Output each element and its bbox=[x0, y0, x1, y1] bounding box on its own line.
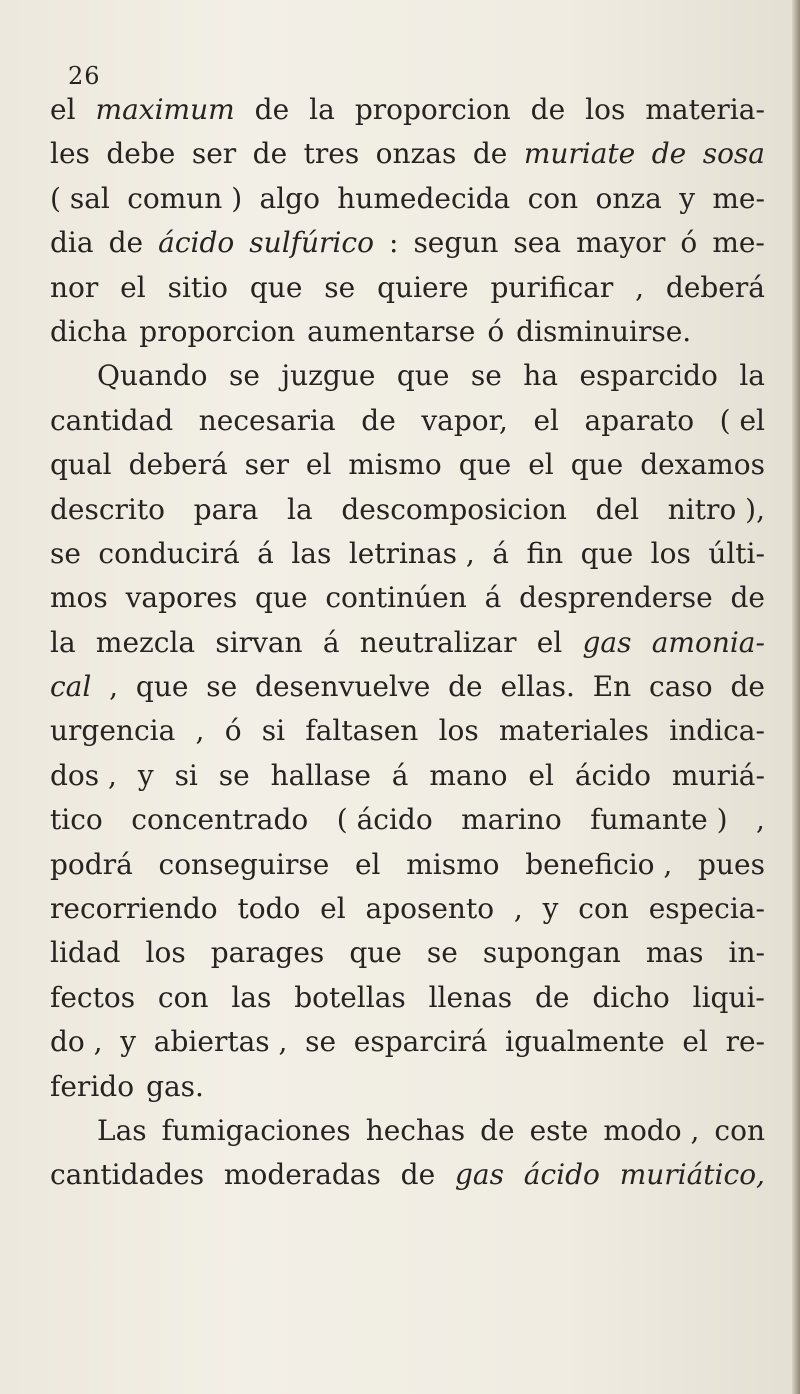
italic-word: amonia- bbox=[651, 625, 765, 659]
word: descrito bbox=[50, 492, 165, 526]
word: de bbox=[480, 1113, 515, 1147]
word: sitio bbox=[167, 270, 228, 304]
word: , bbox=[756, 803, 765, 837]
word: el bbox=[528, 758, 554, 792]
word: á bbox=[322, 625, 340, 659]
text-line bbox=[50, 754, 765, 798]
word: la bbox=[287, 492, 313, 526]
word: la bbox=[739, 359, 765, 393]
word: necesaria bbox=[198, 403, 336, 437]
word: mas bbox=[645, 936, 704, 970]
text-line bbox=[50, 843, 765, 887]
word: aumentarse bbox=[307, 314, 476, 348]
word: mayor bbox=[576, 226, 666, 260]
word: ó bbox=[680, 226, 698, 260]
word: se bbox=[470, 359, 502, 393]
word: sea bbox=[513, 226, 562, 260]
word: con bbox=[578, 892, 629, 926]
word: lidad bbox=[50, 936, 121, 970]
word: ó bbox=[487, 314, 505, 348]
word: llenas bbox=[428, 980, 513, 1014]
word: que bbox=[249, 270, 303, 304]
word: para bbox=[193, 492, 259, 526]
word: moderadas bbox=[223, 1158, 381, 1192]
text-line bbox=[50, 665, 765, 709]
word: con bbox=[714, 1113, 765, 1147]
italic-word: gas bbox=[582, 625, 632, 659]
word: tico bbox=[50, 803, 103, 837]
word: indica- bbox=[669, 714, 765, 748]
word: y bbox=[679, 181, 696, 215]
word: segun bbox=[413, 226, 499, 260]
word: nitro ), bbox=[667, 492, 765, 526]
word: debe bbox=[106, 137, 176, 171]
word: : bbox=[388, 226, 399, 260]
word: materia- bbox=[645, 93, 765, 126]
word: igualmente bbox=[505, 1025, 665, 1059]
word: dexamos bbox=[640, 448, 765, 482]
word: modo , bbox=[603, 1113, 700, 1147]
word: me- bbox=[712, 226, 765, 260]
word: letrinas , bbox=[348, 536, 475, 570]
word: liqui- bbox=[692, 980, 765, 1014]
word: que bbox=[396, 359, 450, 393]
text-line bbox=[50, 532, 765, 576]
text-line bbox=[50, 310, 765, 354]
word: in- bbox=[728, 936, 765, 970]
text-line bbox=[50, 488, 765, 532]
text-line bbox=[50, 887, 765, 931]
word: de bbox=[730, 581, 765, 615]
word: cantidad bbox=[50, 403, 174, 437]
page-edge-shadow bbox=[792, 0, 800, 1394]
word: con bbox=[527, 181, 579, 215]
word: Las bbox=[97, 1113, 147, 1147]
word: aposento bbox=[365, 892, 495, 926]
word: abiertas , bbox=[153, 1025, 288, 1059]
word: los bbox=[650, 536, 691, 570]
word: proporcion bbox=[354, 93, 511, 126]
word: ha bbox=[523, 359, 559, 393]
word: dia bbox=[50, 226, 94, 260]
word: de bbox=[448, 670, 483, 704]
word: las bbox=[231, 980, 272, 1014]
word: me- bbox=[712, 181, 765, 215]
word: deberá bbox=[665, 270, 765, 304]
word: re- bbox=[725, 1025, 765, 1059]
italic-word: sulfúrico bbox=[249, 226, 374, 260]
word: el bbox=[305, 448, 332, 482]
word: y bbox=[542, 892, 559, 926]
word: vapores bbox=[125, 581, 238, 615]
word: , bbox=[109, 670, 119, 704]
text-line bbox=[50, 177, 765, 221]
word: fin bbox=[526, 536, 564, 570]
word: comun ) bbox=[127, 181, 243, 215]
word: muriá- bbox=[671, 758, 765, 792]
text-line bbox=[50, 1065, 765, 1109]
word: se bbox=[206, 670, 238, 704]
word: de bbox=[530, 93, 566, 126]
word: las bbox=[291, 536, 332, 570]
word: se bbox=[218, 758, 250, 792]
word: , bbox=[195, 714, 205, 748]
word: humedecida bbox=[337, 181, 511, 215]
italic-word: ácido bbox=[158, 226, 235, 260]
word: que bbox=[349, 936, 402, 970]
word: el bbox=[536, 625, 563, 659]
word: el bbox=[120, 270, 146, 304]
text-line bbox=[50, 798, 765, 842]
word: ( ácido bbox=[336, 803, 433, 837]
word: mezcla bbox=[95, 625, 196, 659]
word: que bbox=[135, 670, 189, 704]
word: pues bbox=[698, 847, 765, 881]
word: caso bbox=[649, 670, 713, 704]
text-line bbox=[50, 1153, 765, 1197]
word: continúen bbox=[325, 581, 467, 615]
text-line bbox=[50, 1020, 765, 1064]
italic-word: maximum bbox=[95, 93, 235, 126]
word: nor bbox=[50, 270, 99, 304]
word: de bbox=[472, 137, 508, 171]
word: ferido bbox=[50, 1069, 135, 1103]
word: concentrado bbox=[131, 803, 309, 837]
word: el bbox=[320, 892, 346, 926]
word: el bbox=[682, 1025, 708, 1059]
word: con bbox=[157, 980, 209, 1014]
word: y bbox=[137, 758, 154, 792]
word: la bbox=[50, 625, 76, 659]
body-text bbox=[50, 88, 765, 1198]
word: mano bbox=[429, 758, 508, 792]
word: los bbox=[438, 714, 479, 748]
word: de bbox=[400, 1158, 436, 1192]
word: marino bbox=[461, 803, 562, 837]
word: botellas bbox=[294, 980, 406, 1014]
word: se bbox=[324, 270, 356, 304]
word: de bbox=[535, 980, 570, 1014]
word: y bbox=[120, 1025, 137, 1059]
word: ( sal bbox=[50, 181, 110, 215]
word: de bbox=[361, 403, 396, 437]
word: ser bbox=[191, 137, 237, 171]
word: á bbox=[484, 581, 502, 615]
word: el bbox=[50, 93, 76, 126]
word: si bbox=[261, 714, 286, 748]
text-line bbox=[50, 88, 765, 132]
word: el bbox=[528, 448, 554, 482]
text-line bbox=[50, 354, 765, 398]
page-number: 26 bbox=[68, 62, 101, 90]
word: hechas bbox=[365, 1113, 466, 1147]
word: , bbox=[513, 892, 523, 926]
word: de bbox=[254, 93, 290, 126]
italic-word: sosa bbox=[702, 137, 765, 171]
italic-word: cal bbox=[50, 670, 92, 704]
word: desenvuelve bbox=[255, 670, 431, 704]
word: conducirá bbox=[98, 536, 240, 570]
word: onzas bbox=[375, 137, 457, 171]
word: que bbox=[458, 448, 512, 482]
word: si bbox=[174, 758, 198, 792]
word: se bbox=[228, 359, 260, 393]
text-line bbox=[50, 709, 765, 753]
word: del bbox=[595, 492, 640, 526]
italic-word: ácido bbox=[523, 1158, 600, 1192]
word: á bbox=[257, 536, 274, 570]
word: purificar bbox=[490, 270, 614, 304]
word: ( el bbox=[719, 403, 765, 437]
word: se bbox=[305, 1025, 337, 1059]
word: que bbox=[580, 536, 634, 570]
word: que bbox=[255, 581, 308, 615]
word: se bbox=[50, 536, 81, 570]
word: , bbox=[635, 270, 644, 304]
word: esparcido bbox=[579, 359, 718, 393]
word: á bbox=[492, 536, 509, 570]
word: todo bbox=[237, 892, 301, 926]
text-line bbox=[50, 976, 765, 1020]
italic-word: muriático, bbox=[619, 1158, 765, 1192]
text-line bbox=[50, 221, 765, 265]
word: conseguirse bbox=[158, 847, 330, 881]
word: la bbox=[309, 93, 335, 126]
word: mismo bbox=[348, 448, 442, 482]
word: hallase bbox=[270, 758, 371, 792]
word: do , bbox=[50, 1025, 103, 1059]
word: cantidades bbox=[50, 1158, 205, 1192]
word: los bbox=[145, 936, 186, 970]
word: ser bbox=[244, 448, 289, 482]
word: mos bbox=[50, 581, 108, 615]
word: juzgue bbox=[281, 359, 376, 393]
word: quiere bbox=[377, 270, 469, 304]
word: dicha bbox=[50, 314, 128, 348]
text-line bbox=[50, 399, 765, 443]
word: onza bbox=[595, 181, 662, 215]
word: aparato bbox=[584, 403, 695, 437]
word: proporcion bbox=[139, 314, 296, 348]
word: ó bbox=[224, 714, 242, 748]
word: urgencia bbox=[50, 714, 176, 748]
italic-word: de bbox=[651, 137, 687, 171]
italic-word: gas bbox=[454, 1158, 504, 1192]
word: qual bbox=[50, 448, 112, 482]
word: se bbox=[426, 936, 458, 970]
word: beneficio , bbox=[525, 847, 673, 881]
word: mismo bbox=[406, 847, 500, 881]
word: tres bbox=[303, 137, 360, 171]
word: algo bbox=[259, 181, 320, 215]
word: este bbox=[529, 1113, 589, 1147]
word: podrá bbox=[50, 847, 133, 881]
word: parages bbox=[210, 936, 325, 970]
text-line bbox=[50, 621, 765, 665]
word: faltasen bbox=[305, 714, 419, 748]
word: fectos bbox=[50, 980, 136, 1014]
text-line bbox=[50, 132, 765, 176]
word: materiales bbox=[499, 714, 649, 748]
word: vapor, bbox=[421, 403, 508, 437]
word: fumante ) bbox=[590, 803, 728, 837]
word: de bbox=[730, 670, 765, 704]
word: que bbox=[570, 448, 624, 482]
word: dicho bbox=[592, 980, 670, 1014]
text-line bbox=[50, 1109, 765, 1153]
word: sirvan bbox=[215, 625, 303, 659]
word: de bbox=[108, 226, 144, 260]
word: descomposicion bbox=[341, 492, 567, 526]
word: dos , bbox=[50, 758, 117, 792]
word: á bbox=[391, 758, 409, 792]
word: deberá bbox=[128, 448, 228, 482]
text-line bbox=[50, 266, 765, 310]
word: ácido bbox=[574, 758, 651, 792]
word: les bbox=[50, 137, 90, 171]
word: especia- bbox=[648, 892, 765, 926]
word: el bbox=[354, 847, 381, 881]
word: supongan bbox=[482, 936, 621, 970]
word: neutralizar bbox=[359, 625, 517, 659]
text-line bbox=[50, 443, 765, 487]
word: de bbox=[252, 137, 288, 171]
text-line bbox=[50, 576, 765, 620]
word: recorriendo bbox=[50, 892, 218, 926]
italic-word: muriate bbox=[523, 137, 636, 171]
word: En bbox=[592, 670, 632, 704]
word: esparcirá bbox=[353, 1025, 488, 1059]
word: últi- bbox=[708, 536, 765, 570]
word: desprenderse bbox=[519, 581, 713, 615]
word: disminuirse. bbox=[516, 314, 692, 348]
word: gas. bbox=[146, 1069, 204, 1103]
word: fumigaciones bbox=[161, 1113, 351, 1147]
word: el bbox=[533, 403, 559, 437]
word: los bbox=[585, 93, 626, 126]
text-line bbox=[50, 931, 765, 975]
word: Quando bbox=[97, 359, 208, 393]
word: ellas. bbox=[500, 670, 575, 704]
